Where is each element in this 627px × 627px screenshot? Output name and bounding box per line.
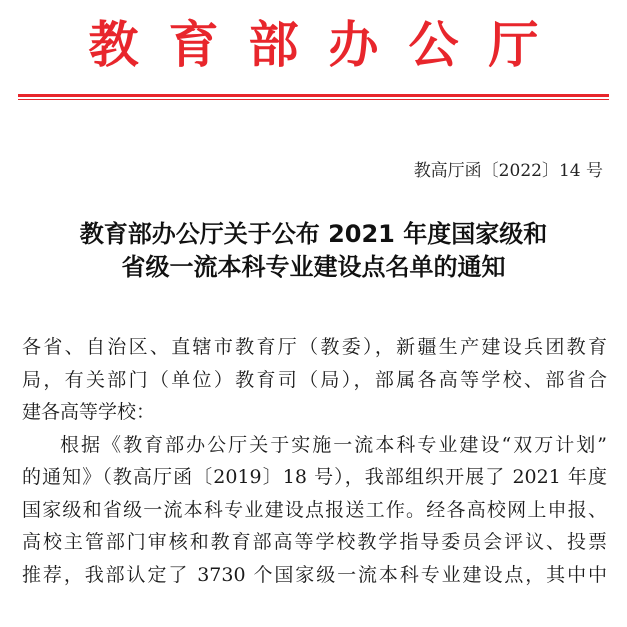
paragraph-line: 推荐，我部认定了 3730 个国家级一流本科专业建设点，其中中 (22, 563, 607, 586)
paragraph-line: 的通知》（教高厅函〔2019〕18 号），我部组织开展了 2021 年度 (22, 466, 607, 488)
issuer-header: 教育部办公厅 (88, 16, 569, 74)
document-number: 教高厅函〔2022〕14 号 (413, 161, 603, 181)
header-divider-thin (18, 99, 609, 100)
document-body (22, 331, 607, 591)
document-title-line: 教育部办公厅关于公布 2021 年度国家级和 (79, 220, 548, 248)
paragraph-line: 高校主管部门审核和教育部高等学校教学指导委员会评议、投票 (22, 531, 607, 553)
document-title (0, 218, 627, 284)
header-divider-thick (18, 94, 609, 97)
paragraph-line: 根据《教育部办公厅关于实施一流本科专业建设“双万计划” (60, 433, 607, 456)
recipients-line: 建各高等学校： (22, 401, 156, 423)
recipients-line: 局，有关部门（单位）教育司（局），部属各高等学校、部省合 (22, 368, 607, 391)
paragraph-line: 国家级和省级一流本科专业建设点报送工作。经各高校网上申报、 (22, 498, 607, 521)
recipients-line: 各省、自治区、直辖市教育厅（教委），新疆生产建设兵团教育 (22, 336, 607, 358)
document-title-line: 省级一流本科专业建设点名单的通知 (121, 253, 506, 281)
